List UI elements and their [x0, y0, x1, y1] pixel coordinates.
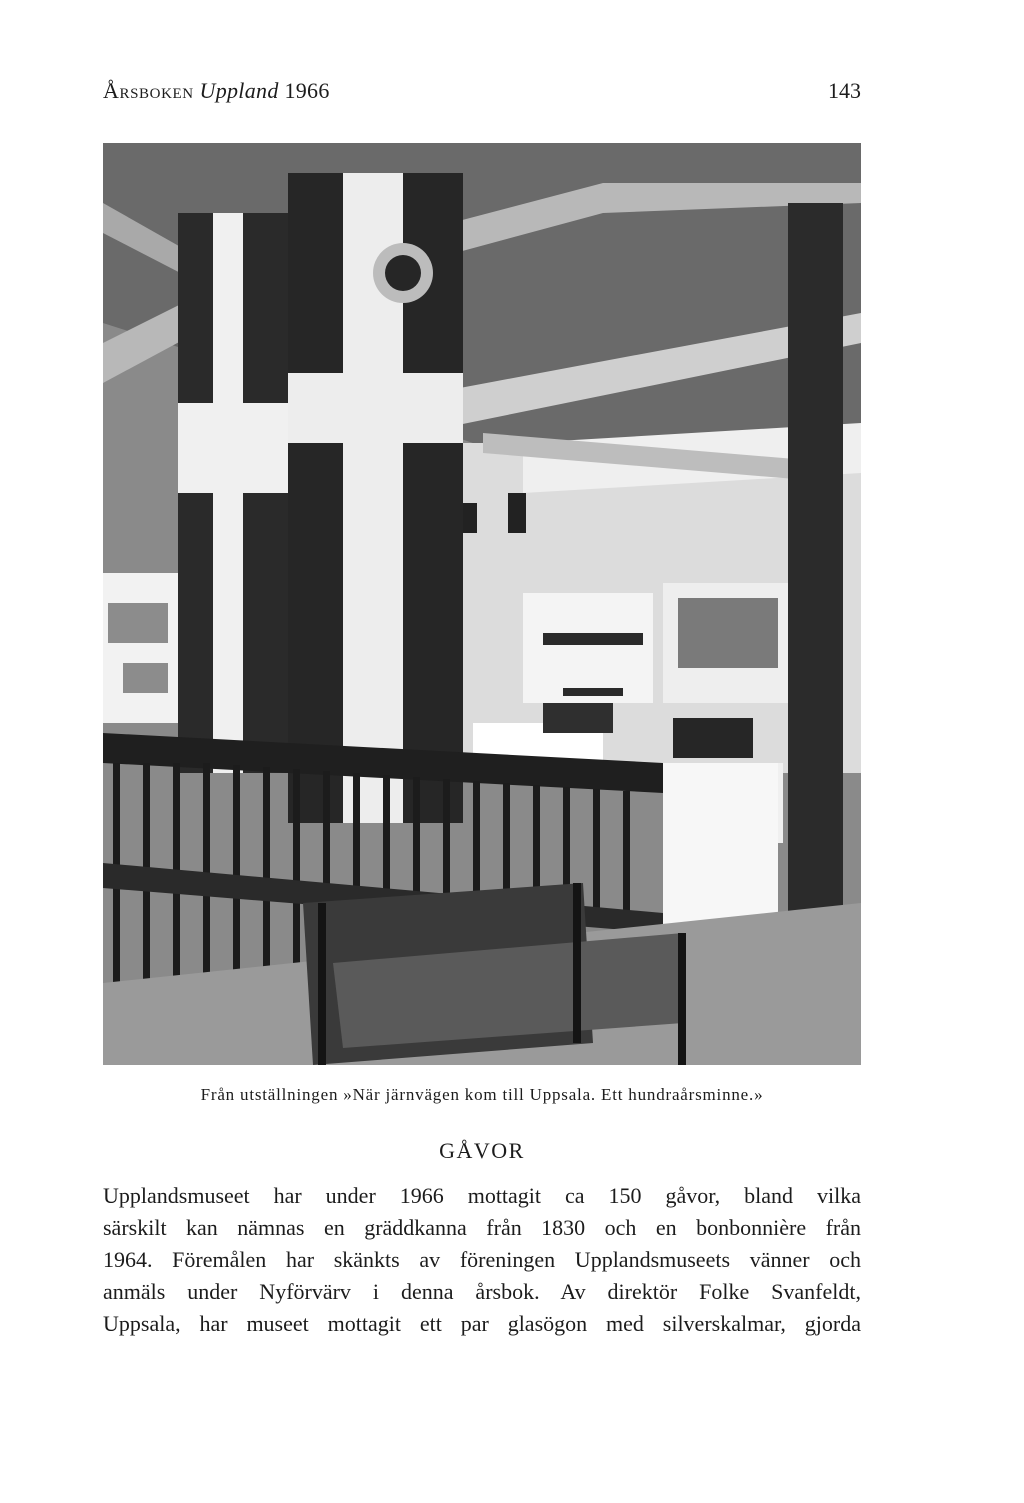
- photo-caption: Från utställningen »När järnvägen kom till Uppsala. Ett hundraårsminne.»: [200, 1085, 764, 1104]
- body-line: särskilt kan nämnas en gräddkanna från 1830 och en bonbonnière från: [103, 1215, 861, 1240]
- section-heading: GÅVOR: [439, 1138, 525, 1163]
- page-number: 143: [828, 78, 861, 103]
- body-text: [103, 1180, 861, 1340]
- running-head: [103, 78, 861, 110]
- running-head-prefix: Årsboken: [103, 78, 194, 103]
- running-head-year: 1966: [284, 78, 330, 103]
- body-line: anmäls under Nyförvärv i denna årsbok. Av direktör Folke Svanfeldt,: [103, 1279, 861, 1304]
- body-line: Uppsala, har museet mottagit ett par glasögon med silverskalmar, gjorda: [103, 1311, 861, 1336]
- exhibition-photo: [103, 143, 861, 1065]
- running-title: [103, 78, 330, 104]
- body-line: 1964. Föremålen har skänkts av föreningen Upplandsmuseets vänner och: [103, 1247, 861, 1272]
- body-line: Upplandsmuseet har under 1966 mottagit ca 150 gåvor, bland vilka: [103, 1183, 861, 1208]
- running-head-title: Uppland: [199, 78, 279, 103]
